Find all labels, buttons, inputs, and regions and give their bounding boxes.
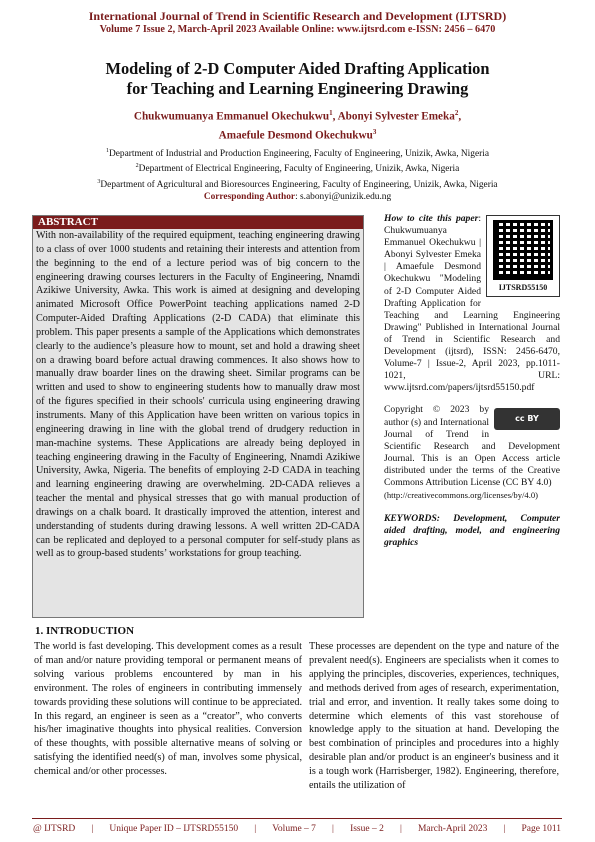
- affiliation-3: Department of Agricultural and Bioresources Engineering, Faculty of Engineering, Unizik, Awka, Nigeria: [100, 179, 498, 190]
- qr-code: [486, 215, 560, 297]
- intro-column-2: These processes are dependent on the type and nature of the prevalent need(s). Engineers are specialists when it comes to applying the principles, discoveries, experiences, techniques, and methods derived from ages of research, experimentation, trial and error, and invention. It really takes some doing to determine which elements of this vast storehouse of knowledge apply to the situation at hand. Developing the best combination of principles and procedures into a highly desirable plan and/or product is an engineer's business and it is a tough work (Harrisberger, 1982). Engineering, therefore, entails the utilization of: [309, 641, 559, 792]
- author-list: Chukwumuanya Emmanuel Okechukwu$^1$, Abonyi Sylvester Emeka$^2$, Amaefule Desmond Okechukwu$^3$: [133, 109, 462, 142]
- author-2: Abonyi Sylvester Emeka: [337, 110, 455, 123]
- journal-name: International Journal of Trend in Scientific Research and Development (IJTSRD): [88, 9, 507, 23]
- license-url[interactable]: (http://creativecommons.org/licenses/by/4.0): [384, 490, 539, 501]
- keywords-text: Development, Computer aided drafting, model, and engineering graphics: [384, 513, 560, 549]
- corresponding-email[interactable]: : s.abonyi@unizik.edu.ng: [295, 192, 392, 203]
- citation-block: [384, 213, 560, 394]
- keywords-block: [384, 513, 560, 549]
- qr-paper-id: IJTSRD55150: [498, 283, 548, 292]
- author-1: Chukwumuanya Emmanuel Okechukwu: [133, 110, 330, 123]
- footer-divider: [32, 818, 562, 819]
- affiliation-2: Department of Electrical Engineering, Faculty of Engineering, Unizik, Awka, Nigeria: [138, 164, 460, 175]
- abstract-box: [32, 215, 364, 618]
- aff-2-sup: 2: [135, 163, 139, 170]
- cc-by-license-icon[interactable]: cc BY: [494, 408, 560, 430]
- journal-issue-line: Volume 7 Issue 2, March-April 2023 Available Online: www.ijtsrd.com e-ISSN: 2456 – 6470: [99, 24, 496, 35]
- copyright-text: Copyright © 2023 by author (s) and International Journal of Trend in Scientific Research and Development Journal. This is an Open Access article distributed under the terms of the Creative Commons Attribution License (CC BY 4.0): [384, 404, 560, 488]
- affiliations: [0, 145, 595, 204]
- footer-journal: @ IJTSRD: [33, 824, 76, 834]
- abstract-text: With non-availability of the required equipment, teaching engineering drawing to a class of over 1000 students and retaining their interests and attention from the beginning to the end of a lecture period was of big concern to the engineering drawing courses lecturers in the Faculty of Engineering, Nnamdi Azikiwe University, Awka. This work is aimed at designing and developing animated Microsoft Office PowerPoint teaching applications named 2-D Computer-Aided Drafting Applications (2-D CADA) that eliminate this problem. This paper presents a sample of the Applications which demonstrates clearly to the audience’s pleasure how to mount, set and hold a drawing sheet on a drawing board before actual drawing commences. It also shows how to manually draw boarder lines on the drawing sheet. Similar programs can be written and used to show to engineering students how to manually draw most of the figures specified in their schools' curricula using engineering drawing instruments. Many of this Application have been written on various topics in engineering drawing in line with the global trend of drudgery reduction in man-machine systems. These Applications are already being deployed in teaching engineering drawing in the Faculty of Engineering, Nnamdi Azikiwe University, Awka, Nigeria. The benefits of employing 2-D CADA in teaching and learning engineering drawing are overwhelming. 2D-CADA relieves a teacher the mental and physical stresses that go with manual production of drawings on a chalk board. It drastically improved the attention, interest and understanding of students during drawing lessons. A well written 2D-CADA can be replicated and deployed to a personal computer for self-study plans as well as to group-based students’ workstations for group teaching.: [36, 230, 360, 560]
- aff-1-sup: 1: [105, 148, 109, 154]
- affiliation-1: Department of Industrial and Production Engineering, Faculty of Engineering, Unizik, Awka, Nigeria: [108, 149, 490, 160]
- aff-3-sup: 3: [97, 178, 101, 185]
- qr-code-icon: [493, 220, 553, 280]
- intro-column-1: The world is fast developing. This development comes as a result of man and/or nature providing temporal or permanent means of solving various problems encountered by man in his environment. The roles of engineers in contributing immensely towards providing these solutions will continue to be appreciated. In this regard, an engineer is seen as a “creator”, who converts his/her imaginative thoughts into physical realities. Conversion of these thoughts, with possible alternative means of solving or satisfying the identified need(s) of man, involves some physical, chemical and/or other processes.: [34, 641, 302, 778]
- paper-title: [0, 59, 595, 99]
- cite-text: : Chukwumuanya Emmanuel Okechukwu | Abonyi Sylvester Emeka | Amaefule Desmond Okechukwu "Modeling of 2-D Computer Aided Drafting Application for Teaching and Learning Engineering Drawing" Published in International Journal of Trend in Scientific Research and Development (ijtsrd), ISSN: 2456-6470, Volume-7 | Issue-2, April 2023, pp.1011-1021, URL: www.ijtsrd.com/papers/ijtsrd55150.pdf: [384, 213, 560, 394]
- author-1-sup: 1: [329, 109, 333, 117]
- title-line-2: for Teaching and Learning Engineering Drawing: [126, 79, 469, 98]
- abstract-heading: ABSTRACT: [33, 216, 363, 229]
- author-2-sup: 2: [454, 109, 459, 117]
- section-heading-introduction: 1. INTRODUCTION: [35, 625, 135, 637]
- footer-volume: Volume – 7: [272, 824, 316, 834]
- corresponding-author-label: Corresponding Author: [203, 192, 296, 203]
- right-sidebar: [384, 213, 560, 549]
- footer-page-number: Page 1011: [521, 824, 561, 834]
- footer-issue: Issue – 2: [350, 824, 384, 834]
- page-footer: @ IJTSRD | Unique Paper ID – IJTSRD55150 | Volume – 7 | Issue – 2 | March-April 2023 | Page 1011: [33, 824, 561, 834]
- keywords-label: KEYWORDS:: [384, 513, 440, 525]
- footer-date: March-April 2023: [417, 824, 488, 834]
- footer-paper-id: Unique Paper ID – IJTSRD55150: [109, 824, 239, 834]
- author-3-sup: 3: [372, 127, 377, 136]
- cite-label: How to cite this paper: [384, 213, 479, 224]
- copyright-block: [384, 404, 560, 501]
- title-line-1: Modeling of 2-D Computer Aided Drafting Application: [105, 59, 490, 78]
- author-3: Amaefule Desmond Okechukwu: [218, 129, 373, 142]
